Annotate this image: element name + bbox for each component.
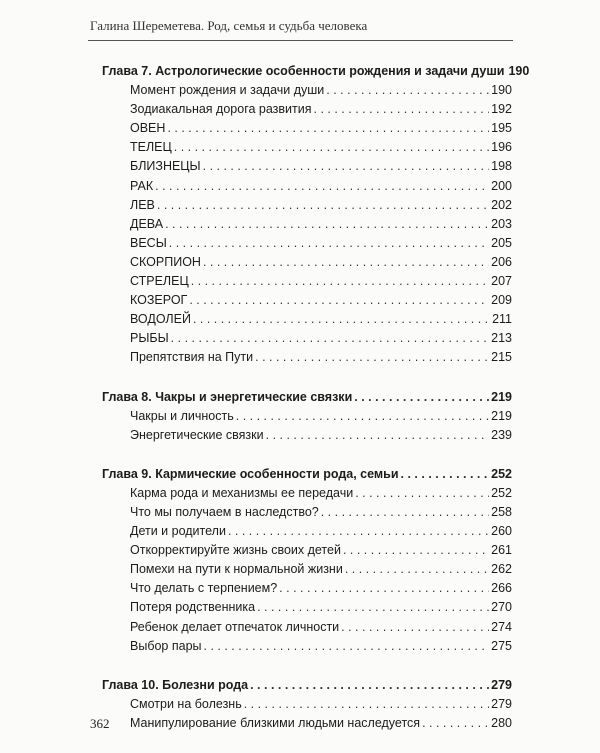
toc-entry-title: ВОДОЛЕЙ: [130, 312, 191, 327]
chapter-block: [102, 388, 512, 445]
dot-leader: [193, 310, 490, 329]
toc-entry-page: 239: [491, 427, 512, 442]
toc-entry: [102, 695, 512, 714]
dot-leader: [236, 407, 489, 426]
toc-entry-page: 215: [491, 350, 512, 365]
toc-entry-title: РАК: [130, 178, 154, 193]
toc-entry: [102, 541, 512, 560]
toc-entry-title: Зодиакальная дорога развития: [130, 102, 312, 117]
header-rule: [88, 40, 513, 41]
chapter-block: [102, 465, 512, 656]
dot-leader: [203, 157, 490, 176]
toc-entry: [102, 329, 512, 348]
chapter-heading-title: Глава 8. Чакры и энергетические связки: [102, 389, 353, 404]
toc-entry: [102, 138, 512, 157]
dot-leader: [250, 676, 489, 695]
toc-entry-page: 260: [491, 524, 512, 539]
dot-leader: [203, 253, 489, 272]
toc-entry: [102, 100, 512, 119]
dot-leader: [167, 119, 489, 138]
chapter-heading-page: 279: [491, 677, 512, 692]
toc-entry: [102, 618, 512, 637]
toc-entry-page: 213: [491, 331, 512, 346]
dot-leader: [157, 196, 489, 215]
toc-entry: [102, 81, 512, 100]
toc-entry-page: 279: [491, 696, 512, 711]
toc-entry-title: ОВЕН: [130, 121, 166, 136]
chapter-heading-page: 219: [491, 389, 512, 404]
chapter-heading-title: Глава 9. Кармические особенности рода, семьи: [102, 466, 399, 481]
dot-leader: [266, 426, 490, 445]
toc-entry: [102, 272, 512, 291]
dot-leader: [354, 388, 489, 407]
toc-entry: [102, 291, 512, 310]
toc-entry-title: ДЕВА: [130, 216, 164, 231]
toc-entry-title: Препятствия на Пути: [130, 350, 254, 365]
chapter-heading-page: 190: [508, 64, 530, 78]
toc-entry-title: РЫБЫ: [130, 331, 169, 346]
chapter-heading: [102, 388, 512, 407]
toc-entry-page: 275: [491, 638, 512, 653]
dot-leader: [171, 329, 489, 348]
toc-entry: [102, 119, 512, 138]
dot-leader: [401, 465, 490, 484]
dot-leader: [321, 503, 489, 522]
toc-entry-title: Дети и родители: [130, 524, 226, 539]
dot-leader: [191, 272, 489, 291]
toc-entry-title: Откорректируйте жизнь своих детей: [130, 543, 341, 558]
chapter-block: [102, 676, 512, 733]
dot-leader: [345, 560, 489, 579]
dot-leader: [422, 714, 489, 733]
chapter-heading-title: Глава 10. Болезни рода: [102, 677, 249, 692]
toc-entry: [102, 157, 512, 176]
toc-entry-page: 219: [491, 408, 512, 423]
toc-entry-title: КОЗЕРОГ: [130, 293, 188, 308]
chapter-heading: [102, 465, 512, 484]
toc-entry: [102, 215, 512, 234]
toc-entry: [102, 196, 512, 215]
toc-entry-title: ТЕЛЕЦ: [130, 140, 172, 155]
dot-leader: [314, 100, 490, 119]
dot-leader: [189, 291, 489, 310]
toc-entry: [102, 407, 512, 426]
toc-entry: [102, 714, 512, 733]
toc-entry-page: 202: [491, 197, 512, 212]
toc-entry-title: Выбор пары: [130, 638, 202, 653]
dot-leader: [343, 541, 489, 560]
toc-entry-page: 262: [491, 562, 512, 577]
dot-leader: [204, 637, 490, 656]
toc-entry-title: Смотри на болезнь: [130, 696, 242, 711]
toc-entry-page: 203: [491, 216, 512, 231]
dot-leader: [279, 579, 489, 598]
dot-leader: [341, 618, 489, 637]
toc-entry: [102, 253, 512, 272]
table-of-contents: [102, 62, 530, 753]
toc-entry-page: 261: [491, 543, 512, 558]
toc-entry-title: Манипулирование близкими людьми наследуется: [130, 715, 421, 730]
toc-entry-title: Момент рождения и задачи души: [130, 83, 325, 98]
toc-entry: [102, 637, 512, 656]
toc-entry-page: 209: [491, 293, 512, 308]
toc-entry: [102, 177, 512, 196]
toc-entry-title: СКОРПИОН: [130, 254, 201, 269]
toc-entry: [102, 426, 512, 445]
chapter-block: [102, 62, 530, 368]
toc-entry-title: Помехи на пути к нормальной жизни: [130, 562, 343, 577]
toc-entry-title: Карма рода и механизмы ее передачи: [130, 485, 354, 500]
toc-entry-title: БЛИЗНЕЦЫ: [130, 159, 201, 174]
toc-entry-title: Что мы получаем в наследство?: [130, 504, 319, 519]
toc-entry-page: 195: [491, 121, 512, 136]
toc-entry: [102, 503, 512, 522]
toc-entry-page: 258: [491, 504, 512, 519]
toc-entry-page: 274: [491, 619, 512, 634]
dot-leader: [155, 177, 489, 196]
toc-entry: [102, 522, 512, 541]
toc-entry-page: 190: [491, 83, 512, 98]
dot-leader: [326, 81, 489, 100]
dot-leader: [255, 348, 489, 367]
toc-entry-page: 200: [491, 178, 512, 193]
toc-entry-title: Ребенок делает отпечаток личности: [130, 619, 340, 634]
chapter-heading: [102, 62, 530, 81]
toc-entry-page: 207: [491, 274, 512, 289]
toc-entry-page: 252: [491, 485, 512, 500]
toc-entry-page: 280: [491, 715, 512, 730]
dot-leader: [355, 484, 489, 503]
toc-entry-title: Чакры и личность: [130, 408, 234, 423]
toc-entry: [102, 348, 512, 367]
dot-leader: [165, 215, 489, 234]
toc-entry: [102, 560, 512, 579]
toc-entry: [102, 310, 512, 329]
toc-entry-title: ЛЕВ: [130, 197, 155, 212]
dot-leader: [174, 138, 489, 157]
dot-leader: [257, 598, 489, 617]
toc-entry-page: 211: [492, 312, 512, 327]
toc-entry-page: 198: [491, 159, 512, 174]
chapter-heading: [102, 676, 512, 695]
dot-leader: [169, 234, 489, 253]
chapter-heading-page: 252: [491, 466, 512, 481]
toc-entry-page: 192: [491, 102, 512, 117]
toc-entry-page: 270: [491, 600, 512, 615]
chapter-heading-title: Глава 7. Астрологические особенности рождения и задачи души: [102, 64, 505, 78]
toc-entry: [102, 598, 512, 617]
toc-entry: [102, 484, 512, 503]
toc-entry-title: ВЕСЫ: [130, 235, 167, 250]
running-header: Галина Шереметева. Род, семья и судьба человека: [90, 18, 368, 33]
dot-leader: [244, 695, 489, 714]
toc-entry-title: СТРЕЛЕЦ: [130, 274, 189, 289]
page-number: 362: [90, 716, 110, 731]
toc-entry: [102, 234, 512, 253]
toc-entry-title: Энергетические связки: [130, 427, 264, 442]
toc-entry: [102, 579, 512, 598]
toc-entry-page: 206: [491, 254, 512, 269]
toc-entry-page: 205: [491, 235, 512, 250]
toc-entry-page: 266: [491, 581, 512, 596]
toc-entry-title: Потеря родственника: [130, 600, 256, 615]
dot-leader: [228, 522, 489, 541]
toc-entry-title: Что делать с терпением?: [130, 581, 278, 596]
toc-entry-page: 196: [491, 140, 512, 155]
